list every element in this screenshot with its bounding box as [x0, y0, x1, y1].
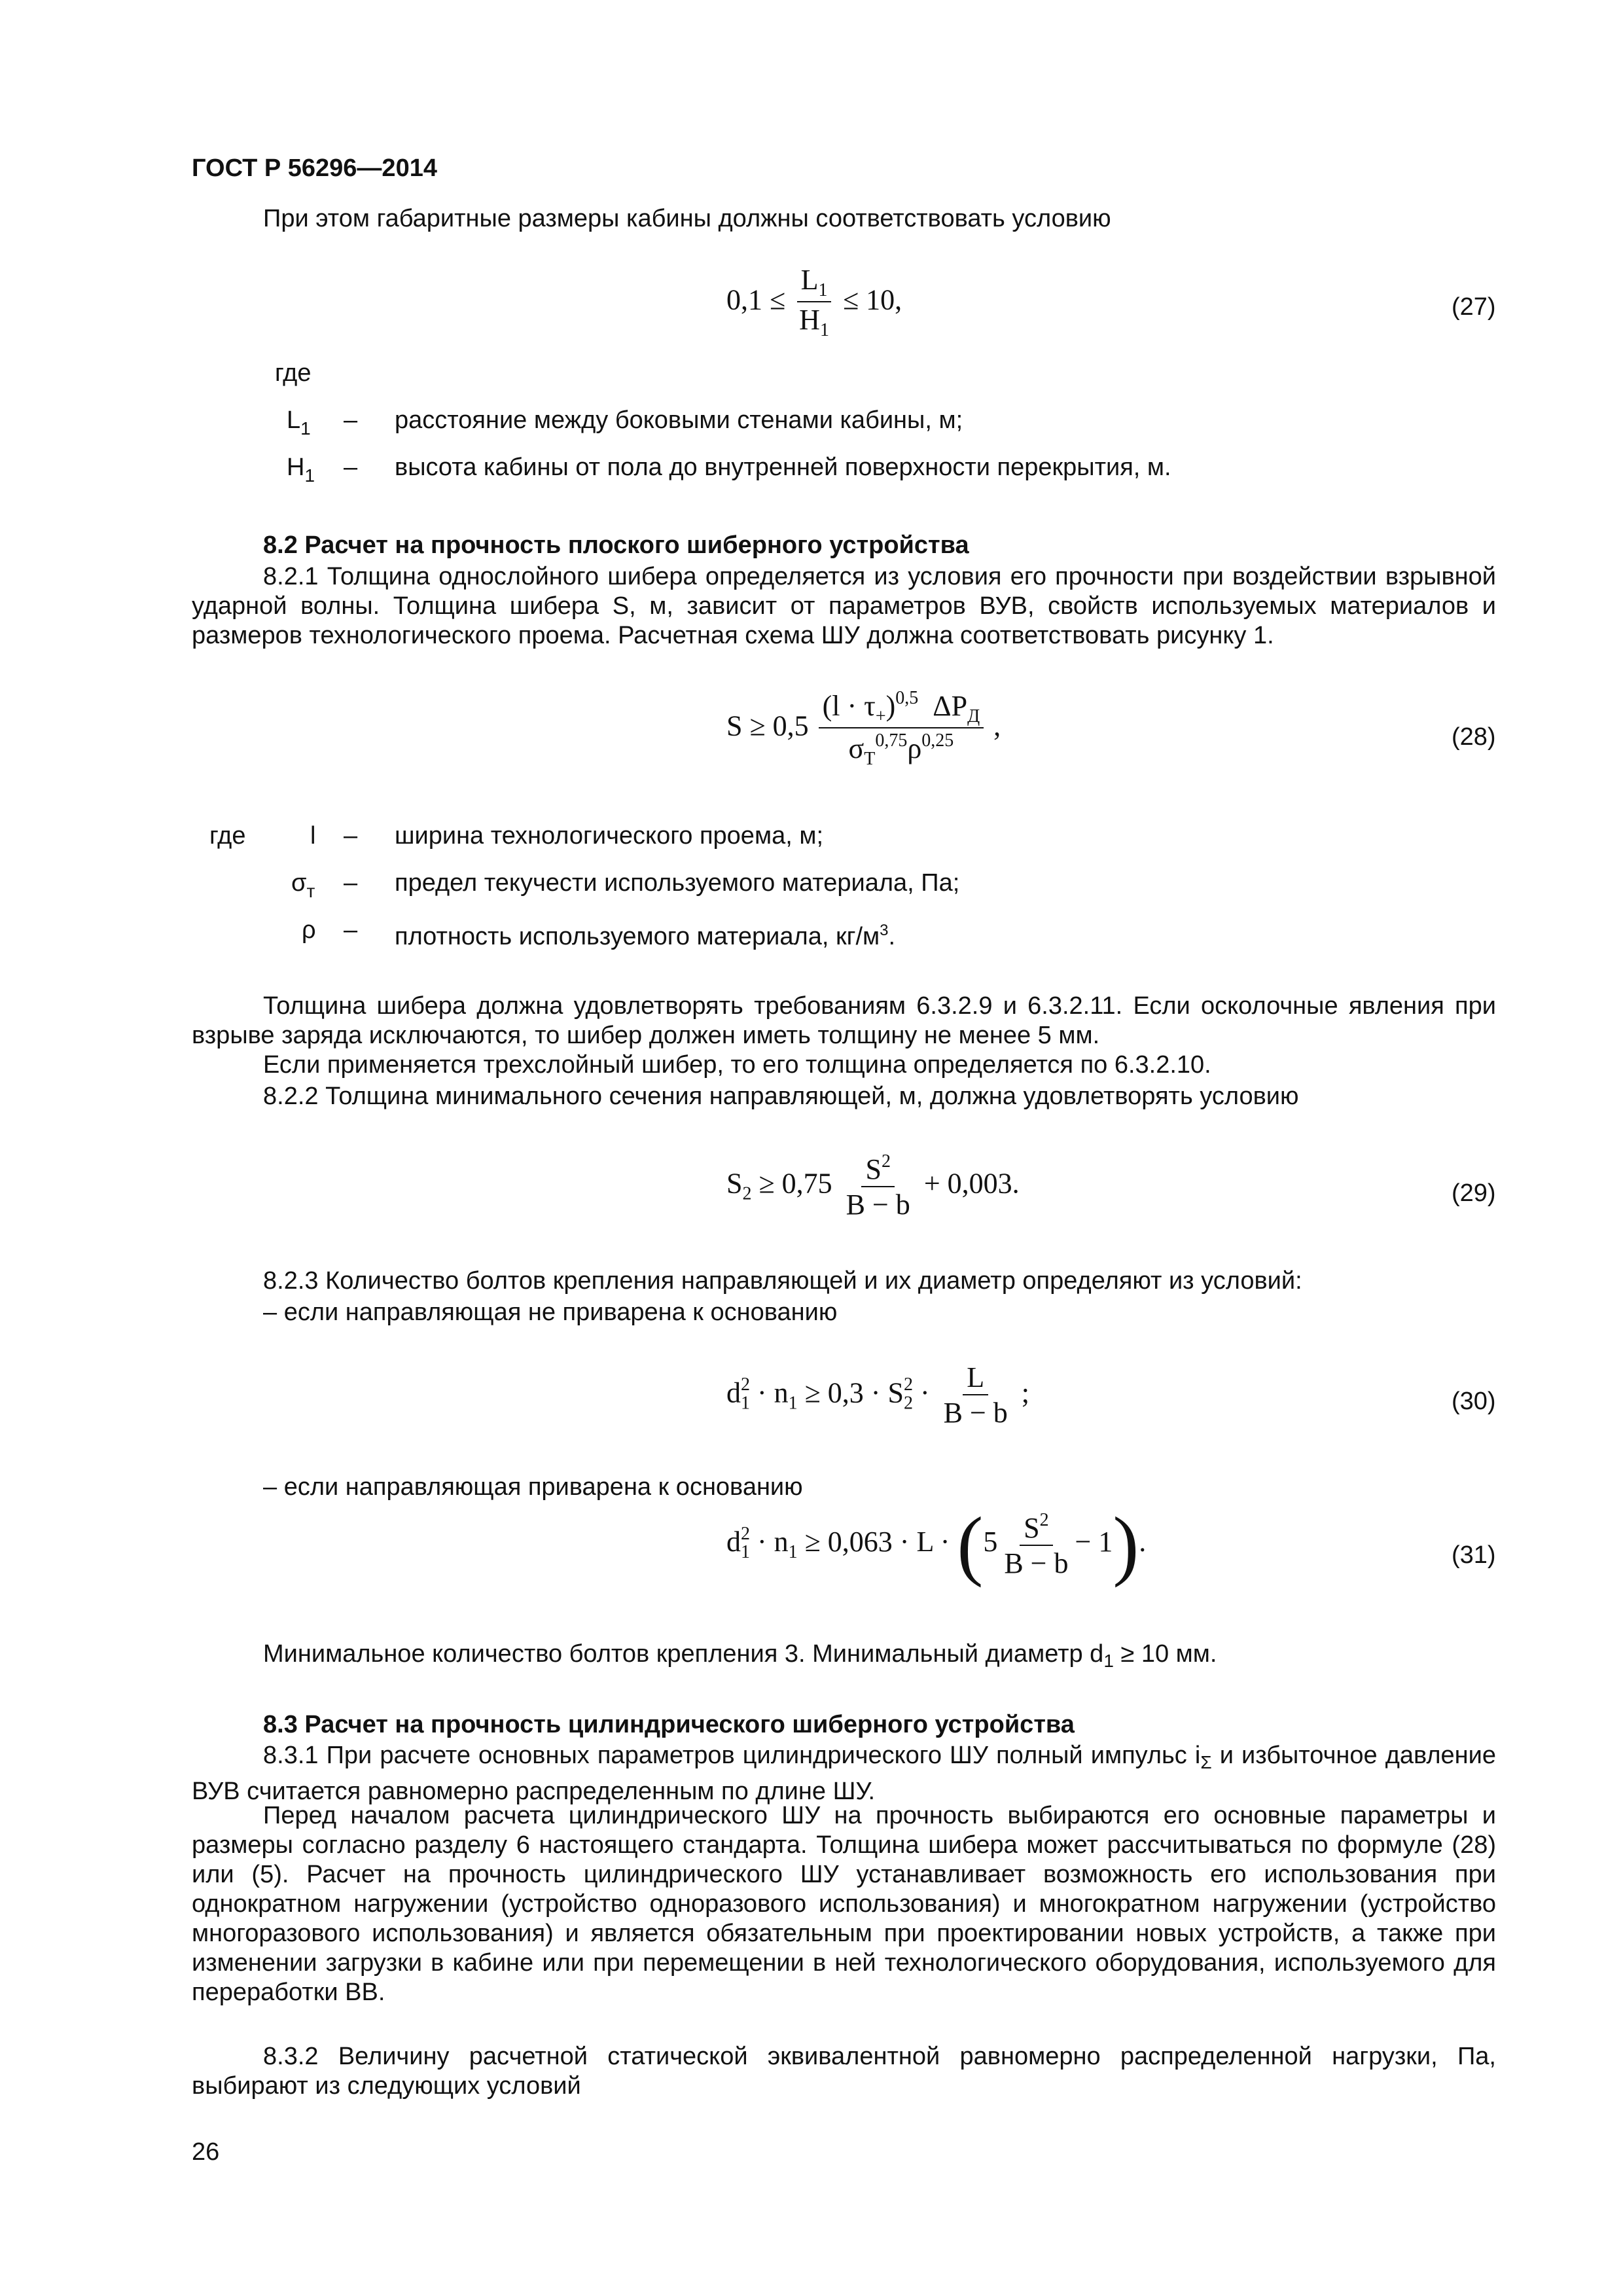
paragraph-8-2-2: 8.2.2 Толщина минимального сечения направляющей, м, должна удовлетворять условию: [263, 1083, 1299, 1110]
eq27-lead: 0,1 ≤: [726, 283, 786, 316]
paragraph-welded: – если направляющая приварена к основанию: [263, 1473, 803, 1501]
def-dash: –: [344, 869, 358, 897]
def-dash: –: [344, 454, 358, 481]
eq27-fraction: $\frac{L_1}{H_1}$: [795, 265, 833, 340]
def-text-l1: расстояние между боковыми стенами кабины, м;: [395, 406, 963, 434]
def-symbol-sigma: $\sigma_т$: [291, 869, 315, 901]
def-text-sigma: предел текучести используемого материала, Па;: [395, 869, 960, 897]
equation-28: S ≥ 0,5 $\frac{(l \cdot \tau_+)^{0,5} \Delta P_Д}{\sigma_Т^{0,75}\rho^{0,25}}$ ,: [726, 688, 1001, 770]
eq29-fraction: $\frac{S^2}{B - b}$: [846, 1151, 910, 1221]
paragraph-8-2-1: 8.2.1 Толщина однослойного шибера определяется из условия его прочности при воздействии взрывной ударной волны. Толщина шибера S, м, зависит от параметров ВУВ, свойств используемых материалов и размеров технологического проема. Расчетная схема ШУ должна соответствовать рисунку 1.: [192, 563, 1496, 649]
equation-29: $S_2 \ge 0,75$ $\frac{S^2}{B - b}$ + 0,003.: [726, 1151, 1020, 1221]
page-number: 26: [192, 2138, 220, 2166]
paragraph-thickness: Толщина шибера должна удовлетворять требованиям 6.3.2.9 и 6.3.2.11. Если осколочные явления при взрыве заряда исключаются, то шибер должен иметь толщину не менее 5 мм.: [192, 992, 1496, 1049]
paragraph-8-3-1: 8.3.1 При расчете основных параметров цилиндрического ШУ полный импульс $i_\Sigma$ и избыточное давление ВУВ считается равномерно распределенным по длине ШУ.: [192, 1742, 1496, 1805]
def-text-l: ширина технологического проема, м;: [395, 822, 823, 850]
eq31-fraction: $\frac{S^2}{B - b}$: [1004, 1509, 1069, 1579]
where-label-2: где: [209, 822, 246, 850]
section-8-2-title: 8.2 Расчет на прочность плоского шиберного устройства: [263, 531, 969, 559]
equation-28-label: (28): [1452, 723, 1496, 751]
def-text-rho: плотность используемого материала, $кг/м^3$.: [395, 922, 896, 950]
eq27-denominator: H: [799, 304, 820, 336]
equation-27: [726, 265, 902, 340]
equation-27-label: (27): [1452, 293, 1496, 321]
paragraph-8-3-2: 8.3.2 Величину расчетной статической эквивалентной равномерно распределенной нагрузки, Па, выбирают из следующих условий: [192, 2043, 1496, 2100]
equation-31-label: (31): [1452, 1541, 1496, 1569]
paragraph-min-bolts: Минимальное количество болтов крепления 3. Минимальный диаметр $d_1 \ge 10$ мм.: [263, 1640, 1217, 1671]
equation-29-label: (29): [1452, 1179, 1496, 1207]
equation-31: $d_1^2 \cdot n_1 \ge 0,063 \cdot L \cdot (5$ $\frac{S^2}{B - b}$ − 1).: [726, 1501, 1147, 1588]
paragraph-three-layer: Если применяется трехслойный шибер, то его толщина определяется по 6.3.2.10.: [263, 1051, 1211, 1079]
paragraph-before-calc: Перед началом расчета цилиндрического ШУ на прочность выбираются его основные параметры и размеры согласно разделу 6 настоящего стандарта. Толщина шибера может рассчитываться по формуле (28) или (5). Расчет на прочность цилиндрического ШУ устанавливает возможность его использования при однократном нагружении (устройство одноразового использования) и многократном нагружении (устройство многоразового использования) и является обязательным при проектировании новых устройств, а также при изменении загрузки в кабине или при перемещении в ней технологического оборудования, используемого для переработки ВВ.: [192, 1802, 1496, 2006]
paragraph-8-2-3: 8.2.3 Количество болтов крепления направляющей и их диаметр определяют из условий:: [263, 1267, 1302, 1295]
def-symbol-l1: $L_1$: [287, 406, 311, 439]
def-dash: –: [344, 406, 358, 434]
where-label: где: [275, 359, 312, 387]
def-dash: –: [344, 916, 358, 944]
equation-30: $d_1^2 \cdot n_1 \ge 0,3 \cdot S_2^2$ · $\frac{L}{B - b}$ ;: [726, 1361, 1029, 1429]
def-symbol-l: l: [310, 822, 316, 850]
eq30-fraction: $\frac{L}{B - b}$: [943, 1361, 1008, 1429]
def-symbol-rho: ρ: [302, 916, 316, 944]
intro-paragraph: При этом габаритные размеры кабины должны соответствовать условию: [263, 205, 1111, 232]
eq27-tail: ≤ 10,: [842, 283, 902, 316]
def-symbol-h1: $H_1$: [287, 454, 315, 486]
section-8-3-title: 8.3 Расчет на прочность цилиндрического шиберного устройства: [263, 1711, 1075, 1738]
eq28-lead: S ≥ 0,5: [726, 709, 809, 742]
def-text-h1: высота кабины от пола до внутренней поверхности перекрытия, м.: [395, 454, 1171, 481]
eq28-fraction: $\frac{(l \cdot \tau_+)^{0,5} \Delta P_Д}{\sigma_Т^{0,75}\rho^{0,25}}$: [819, 689, 984, 769]
eq27-numerator: L: [800, 264, 819, 296]
def-dash: –: [344, 822, 358, 850]
equation-30-label: (30): [1452, 1388, 1496, 1415]
document-header: ГОСТ Р 56296—2014: [192, 154, 437, 182]
paragraph-not-welded: – если направляющая не приварена к основанию: [263, 1299, 838, 1326]
